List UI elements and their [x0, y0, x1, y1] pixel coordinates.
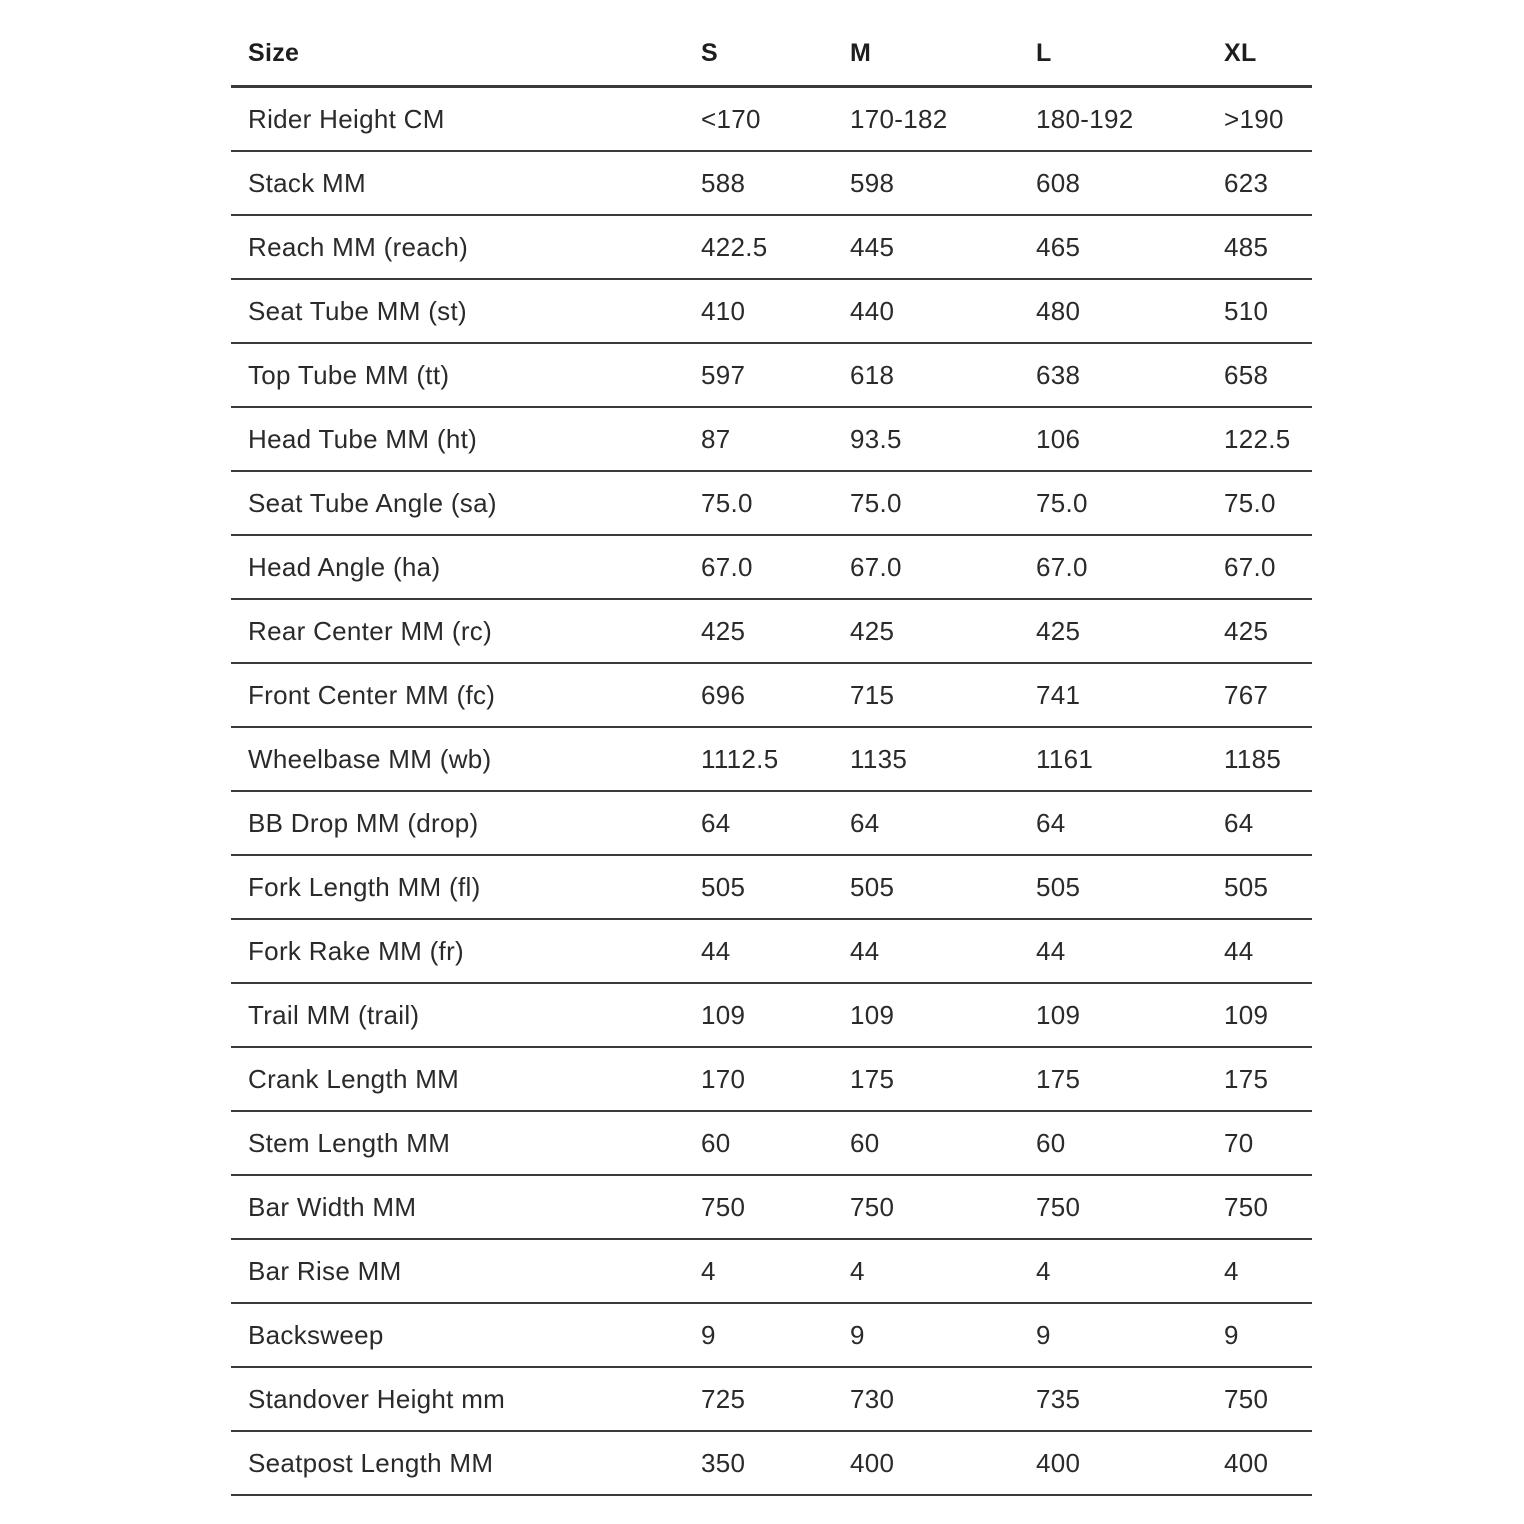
value-cell-xl: 109 — [1224, 999, 1269, 1030]
value-cell-m: 598 — [850, 167, 895, 198]
value-cell-s: 750 — [701, 1191, 746, 1222]
value-cell-xl: 425 — [1224, 615, 1269, 646]
value-cell-s: 588 — [701, 167, 746, 198]
value-cell-s: 44 — [701, 935, 731, 966]
value-cell-m: 400 — [850, 1447, 895, 1478]
value-cell-m: 170-182 — [850, 103, 948, 134]
value-cell-l: 4 — [1036, 1255, 1051, 1286]
value-cell-m: 4 — [850, 1255, 865, 1286]
value-cell-l: 465 — [1036, 231, 1081, 262]
value-cell-l: 741 — [1036, 679, 1081, 710]
table-header — [231, 22, 1312, 88]
row-label: Standover Height mm — [248, 1383, 506, 1414]
value-cell-xl: 175 — [1224, 1063, 1269, 1094]
value-cell-s: 696 — [701, 679, 746, 710]
value-cell-s: 75.0 — [701, 487, 753, 518]
value-cell-s: 109 — [701, 999, 746, 1030]
value-cell-xl: 67.0 — [1224, 551, 1276, 582]
table-row — [231, 152, 1312, 216]
value-cell-s: 9 — [701, 1319, 716, 1350]
table-row — [231, 664, 1312, 728]
value-cell-m: 175 — [850, 1063, 895, 1094]
table-row — [231, 856, 1312, 920]
value-cell-xl: 9 — [1224, 1319, 1239, 1350]
header-size-l: L — [1036, 39, 1052, 67]
value-cell-s: 410 — [701, 295, 746, 326]
table-row — [231, 216, 1312, 280]
row-label: Seat Tube Angle (sa) — [248, 487, 497, 518]
value-cell-s: 170 — [701, 1063, 746, 1094]
value-cell-xl: 623 — [1224, 167, 1269, 198]
value-cell-xl: 750 — [1224, 1191, 1269, 1222]
value-cell-s: 1112.5 — [701, 743, 779, 774]
geometry-table — [231, 22, 1312, 1496]
value-cell-m: 64 — [850, 807, 880, 838]
value-cell-l: 64 — [1036, 807, 1066, 838]
table-row — [231, 1368, 1312, 1432]
value-cell-xl: 505 — [1224, 871, 1269, 902]
value-cell-xl: 1185 — [1224, 743, 1282, 774]
value-cell-xl: 44 — [1224, 935, 1254, 966]
value-cell-xl: 64 — [1224, 807, 1254, 838]
table-row — [231, 472, 1312, 536]
row-label: Rider Height CM — [248, 103, 445, 134]
row-label: Seat Tube MM (st) — [248, 295, 467, 326]
value-cell-l: 480 — [1036, 295, 1081, 326]
value-cell-s: 725 — [701, 1383, 746, 1414]
value-cell-l: 638 — [1036, 359, 1081, 390]
value-cell-xl: 485 — [1224, 231, 1269, 262]
value-cell-xl: 75.0 — [1224, 487, 1276, 518]
value-cell-l: 75.0 — [1036, 487, 1088, 518]
table-row — [231, 1176, 1312, 1240]
value-cell-xl: 400 — [1224, 1447, 1269, 1478]
table-row — [231, 984, 1312, 1048]
table-row — [231, 600, 1312, 664]
value-cell-l: 608 — [1036, 167, 1081, 198]
row-label: Fork Rake MM (fr) — [248, 935, 464, 966]
value-cell-m: 715 — [850, 679, 895, 710]
header-size-label: Size — [248, 39, 300, 67]
value-cell-m: 445 — [850, 231, 895, 262]
value-cell-m: 440 — [850, 295, 895, 326]
value-cell-m: 750 — [850, 1191, 895, 1222]
row-label: Bar Rise MM — [248, 1255, 402, 1286]
table-row — [231, 408, 1312, 472]
value-cell-s: <170 — [701, 103, 761, 134]
table-row — [231, 536, 1312, 600]
value-cell-m: 75.0 — [850, 487, 902, 518]
table-row — [231, 88, 1312, 152]
value-cell-s: 597 — [701, 359, 746, 390]
value-cell-l: 425 — [1036, 615, 1081, 646]
value-cell-s: 64 — [701, 807, 731, 838]
value-cell-l: 735 — [1036, 1383, 1081, 1414]
value-cell-l: 60 — [1036, 1127, 1066, 1158]
value-cell-s: 425 — [701, 615, 746, 646]
value-cell-m: 44 — [850, 935, 880, 966]
value-cell-m: 109 — [850, 999, 895, 1030]
value-cell-xl: 510 — [1224, 295, 1269, 326]
value-cell-m: 93.5 — [850, 423, 902, 454]
value-cell-s: 422.5 — [701, 231, 768, 262]
row-label: Bar Width MM — [248, 1191, 417, 1222]
table-row — [231, 1240, 1312, 1304]
value-cell-m: 730 — [850, 1383, 895, 1414]
header-size-s: S — [701, 39, 718, 67]
table-row — [231, 1304, 1312, 1368]
value-cell-m: 67.0 — [850, 551, 902, 582]
table-row — [231, 1112, 1312, 1176]
value-cell-l: 67.0 — [1036, 551, 1088, 582]
value-cell-m: 9 — [850, 1319, 865, 1350]
value-cell-l: 750 — [1036, 1191, 1081, 1222]
value-cell-l: 175 — [1036, 1063, 1081, 1094]
value-cell-xl: 122.5 — [1224, 423, 1291, 454]
row-label: Top Tube MM (tt) — [248, 359, 450, 390]
row-label: Wheelbase MM (wb) — [248, 743, 492, 774]
row-label: Head Tube MM (ht) — [248, 423, 478, 454]
value-cell-l: 9 — [1036, 1319, 1051, 1350]
value-cell-l: 44 — [1036, 935, 1066, 966]
value-cell-xl: >190 — [1224, 103, 1284, 134]
row-label: BB Drop MM (drop) — [248, 807, 479, 838]
table-row — [231, 1432, 1312, 1496]
value-cell-l: 180-192 — [1036, 103, 1134, 134]
value-cell-m: 505 — [850, 871, 895, 902]
value-cell-s: 87 — [701, 423, 731, 454]
value-cell-s: 4 — [701, 1255, 716, 1286]
table-row — [231, 920, 1312, 984]
value-cell-l: 109 — [1036, 999, 1081, 1030]
row-label: Head Angle (ha) — [248, 551, 441, 582]
value-cell-l: 505 — [1036, 871, 1081, 902]
row-label: Backsweep — [248, 1319, 384, 1350]
value-cell-s: 350 — [701, 1447, 746, 1478]
row-label: Trail MM (trail) — [248, 999, 420, 1030]
header-size-xl: XL — [1224, 39, 1257, 67]
value-cell-s: 505 — [701, 871, 746, 902]
value-cell-m: 425 — [850, 615, 895, 646]
table-body — [231, 88, 1312, 1496]
value-cell-m: 60 — [850, 1127, 880, 1158]
row-label: Stack MM — [248, 167, 366, 198]
value-cell-xl: 70 — [1224, 1127, 1254, 1158]
value-cell-l: 400 — [1036, 1447, 1081, 1478]
header-size-m: M — [850, 39, 872, 67]
table-row — [231, 728, 1312, 792]
table-row — [231, 280, 1312, 344]
row-label: Front Center MM (fc) — [248, 679, 496, 710]
value-cell-xl: 4 — [1224, 1255, 1239, 1286]
row-label: Seatpost Length MM — [248, 1447, 494, 1478]
value-cell-m: 618 — [850, 359, 895, 390]
table-row — [231, 1048, 1312, 1112]
table-row — [231, 792, 1312, 856]
row-label: Reach MM (reach) — [248, 231, 469, 262]
row-label: Fork Length MM (fl) — [248, 871, 481, 902]
value-cell-l: 1161 — [1036, 743, 1094, 774]
row-label: Stem Length MM — [248, 1127, 451, 1158]
value-cell-s: 60 — [701, 1127, 731, 1158]
table-row — [231, 344, 1312, 408]
row-label: Rear Center MM (rc) — [248, 615, 493, 646]
value-cell-xl: 750 — [1224, 1383, 1269, 1414]
value-cell-xl: 767 — [1224, 679, 1269, 710]
value-cell-l: 106 — [1036, 423, 1081, 454]
value-cell-m: 1135 — [850, 743, 908, 774]
value-cell-xl: 658 — [1224, 359, 1269, 390]
row-label: Crank Length MM — [248, 1063, 460, 1094]
value-cell-s: 67.0 — [701, 551, 753, 582]
